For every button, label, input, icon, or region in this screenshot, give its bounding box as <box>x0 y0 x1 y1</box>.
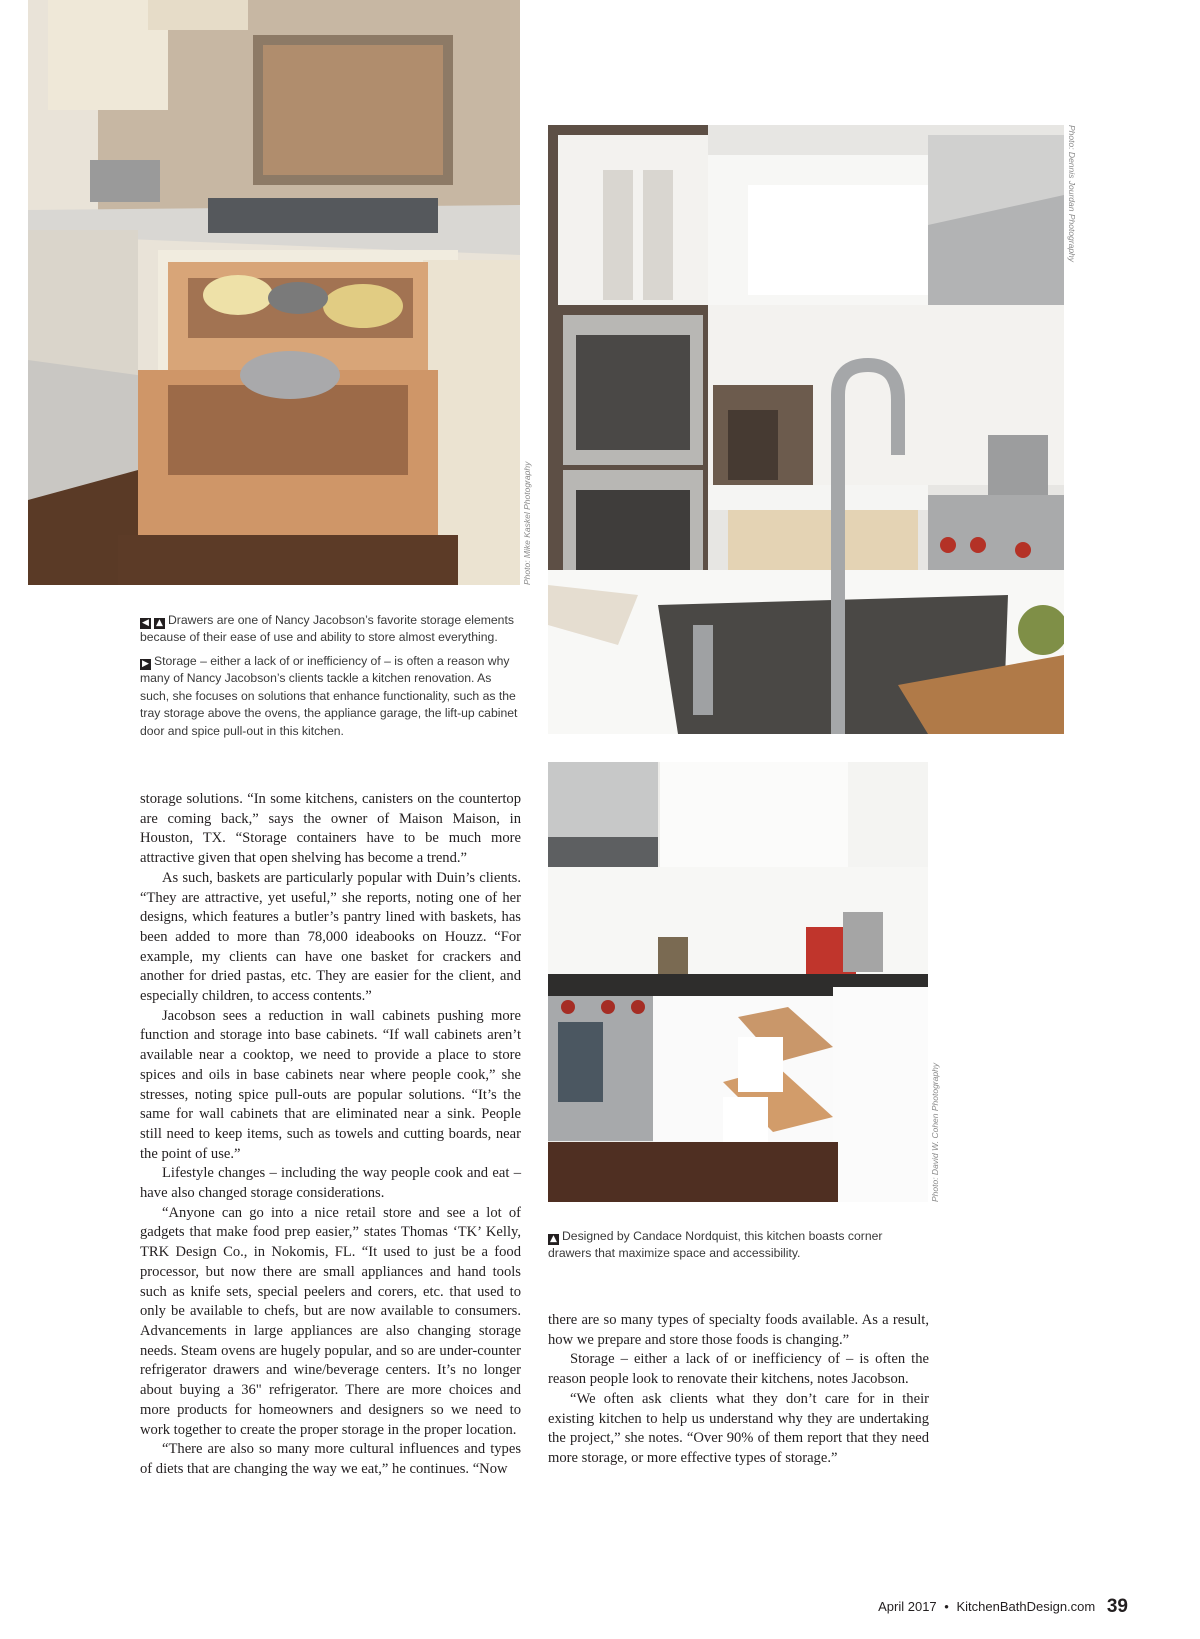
photo-corner-drawers <box>548 762 928 1202</box>
caption-corner: ▲ Designed by Candace Nordquist, this kitchen boasts corner drawers that maximize space and accessibility. <box>548 1229 883 1261</box>
paragraph: Jacobson sees a reduction in wall cabinets pushing more function and storage into base cabinets. “If wall cabinets aren’t available near a cooktop, we need to provide a place to store spices and oils in base cabinets near where people cook,” she stresses, noting spice pull-outs are popular solutions. “It’s the same for wall cabinets that are eliminated near a sink. People still need to keep items, such as towels and cutting boards, near the point of use.” <box>140 1007 521 1162</box>
issue-date: April 2017 <box>878 1599 937 1614</box>
paragraph: there are so many types of specialty foods available. As a result, how we prepare and store those foods is changing.” <box>548 1312 929 1348</box>
photo-sink-ovens <box>548 125 1064 734</box>
paragraph: “We often ask clients what they don’t care for in their existing kitchen to help us understand why they are undertaking the project,” she notes. “Over 90% of them report that they need more storage, or more effective types of storage.” <box>548 1390 929 1466</box>
caption-storage: ▶ Storage – either a lack of or inefficiency of – is often a reason why many of Nancy Jacobson’s clients tackle a kitchen renovation. As such, she focuses on solutions that enhance functionality, such as the tray storage above the ovens, the appliance garage, the lift-up cabinet door and spice pull-out in this kitchen. <box>140 654 518 738</box>
paragraph: storage solutions. “In some kitchens, canisters on the countertop are coming back,” says the owner of Maison Maison, in Houston, TX. “Storage containers have to be much more attractive given that open shelving has become a trend.” <box>140 791 521 867</box>
photo-credit-drawers: Photo: Mike Kaskel Photography <box>522 461 532 585</box>
arrow-up-icon: ▲ <box>154 618 165 629</box>
article-right-column <box>548 1311 929 1469</box>
photo-credit-corner: Photo: David W. Cohen Photography <box>930 1062 940 1202</box>
website-link[interactable]: KitchenBathDesign.com <box>956 1599 1096 1614</box>
paragraph: Lifestyle changes – including the way people cook and eat – have also changed storage considerations. <box>140 1165 521 1202</box>
page-footer <box>878 1596 1128 1618</box>
arrow-left-icon: ◀ <box>140 618 151 629</box>
article-left-column <box>140 790 521 1480</box>
page-number: 39 <box>1106 1596 1128 1617</box>
footer-separator: • <box>944 1599 949 1614</box>
arrow-up-icon: ▲ <box>548 1234 559 1245</box>
paragraph: “Anyone can go into a nice retail store and see a lot of gadgets that make food prep easier,” states Thomas ‘TK’ Kelly, TRK Design Co., in Nokomis, FL. “It used to just be a food processor, but now there are small appliances and hand tools such as knife sets, special peelers and corers, etc. that used to only be available to chefs, but are now available to consumers. Advancements in large appliances are also changing storage needs. Steam ovens are hugely popular, and so are under-counter refrigerator drawers and wine/beverage centers. It’s no longer about buying a 36" refrigerator. There are more choices and more products for homeowners and designers so we need to work together to create the proper storage in the proper location. <box>140 1204 521 1438</box>
arrow-right-icon: ▶ <box>140 659 151 670</box>
caption-drawers: ◀ ▲ Drawers are one of Nancy Jacobson’s favorite storage elements because of their ease of use and ability to store almost everything. <box>140 613 514 645</box>
paragraph: Storage – either a lack of or inefficiency of – is often the reason people look to renovate their kitchens, notes Jacobson. <box>548 1351 929 1388</box>
photo-drawers <box>28 0 520 585</box>
paragraph: As such, baskets are particularly popular with Duin’s clients. “They are attractive, yet useful,” she reports, noting one of her designs, which features a butler’s pantry lined with baskets, has been added to more than 78,000 ideabooks on Houzz. “For example, my clients can have one basket for crackers and another for dried pastas, etc. They are easier for the client, and especially children, to access contents.” <box>140 869 521 1005</box>
photo-credit-sink-ovens: Photo: Dennis Jourdan Photography <box>1067 125 1077 263</box>
paragraph: “There are also so many more cultural influences and types of diets that are changing the way we eat,” he continues. “Now <box>140 1441 521 1477</box>
